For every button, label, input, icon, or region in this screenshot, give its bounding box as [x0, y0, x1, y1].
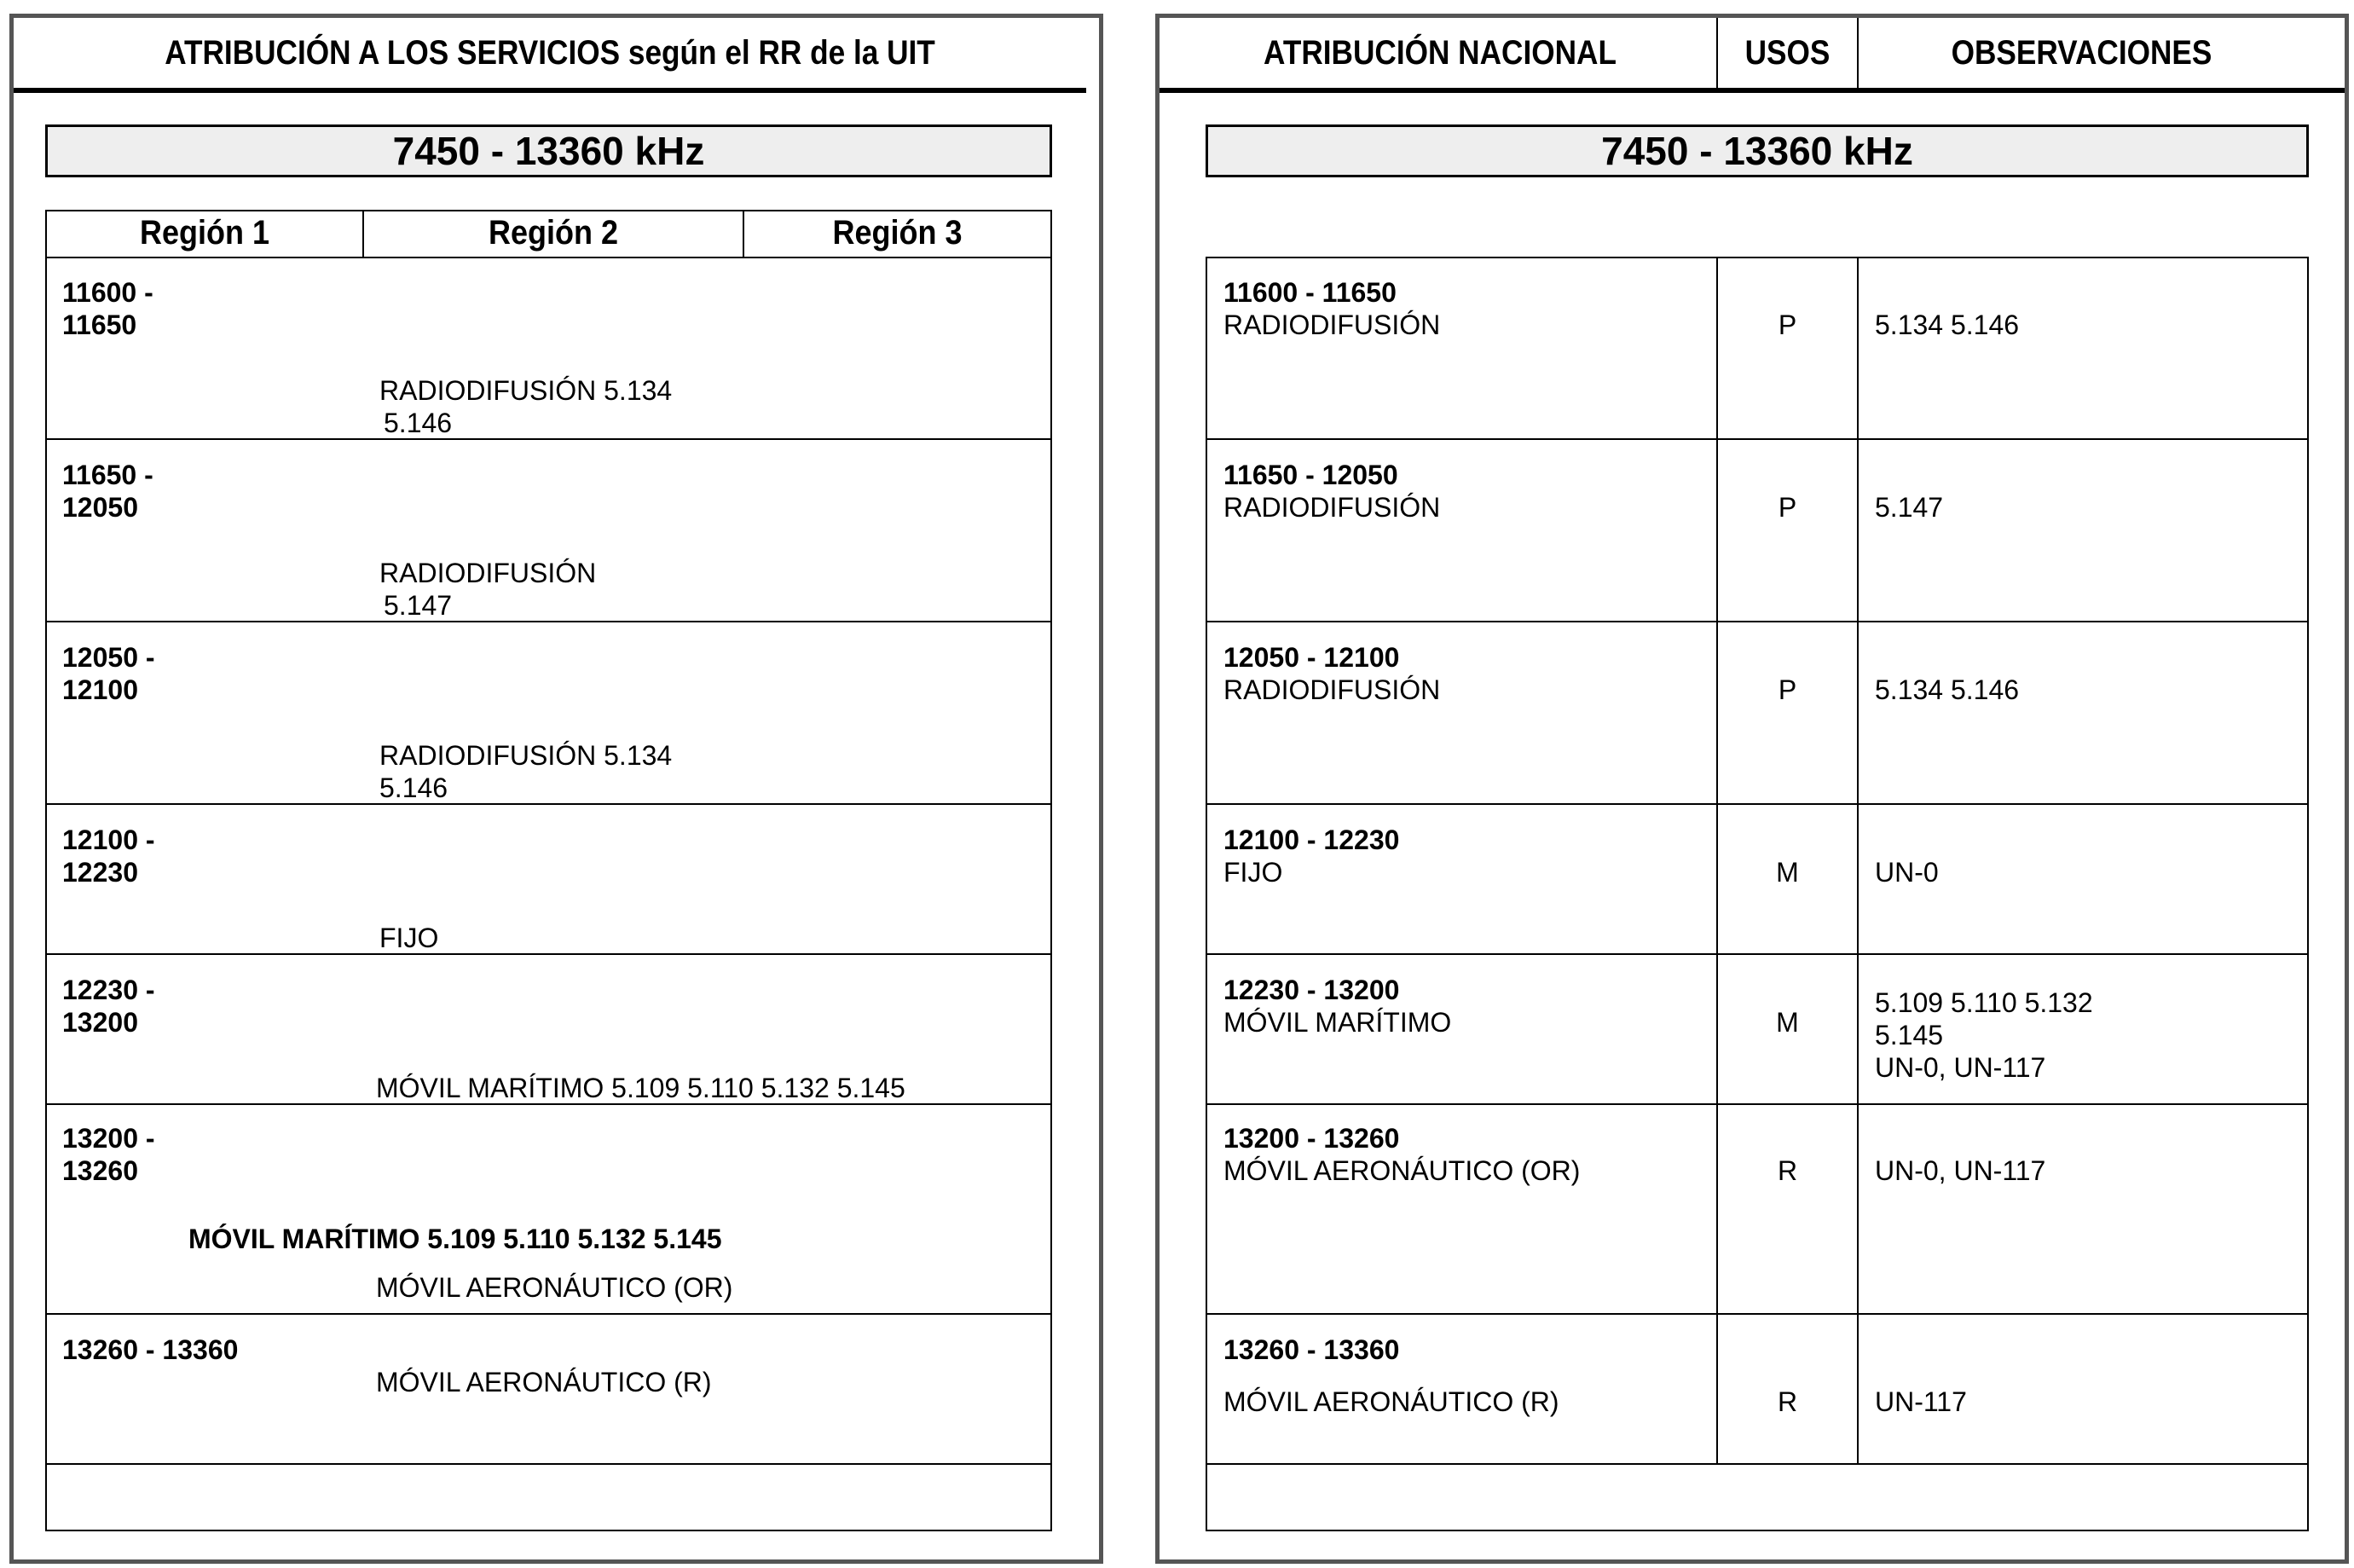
- national-service: RADIODIFUSIÓN: [1223, 310, 1441, 340]
- uso-code: P: [1778, 492, 1797, 523]
- freq-start: 12100 -: [62, 825, 155, 855]
- region-col-divider: [362, 210, 364, 257]
- freq-start: 11600 -: [62, 277, 153, 308]
- service-text-secondary: MÓVIL AERONÁUTICO (OR): [376, 1272, 733, 1303]
- national-service: FIJO: [1223, 857, 1283, 888]
- row-divider: [45, 1463, 1052, 1465]
- row-divider: [1206, 438, 2309, 440]
- observation: UN-117: [1875, 1386, 1967, 1417]
- observaciones-header: OBSERVACIONES: [1951, 33, 2212, 72]
- freq-start: 13200 -: [62, 1123, 155, 1154]
- national-freq: 13200 - 13260: [1223, 1123, 1400, 1154]
- row-divider: [1206, 1463, 2309, 1465]
- itu-range-box: 7450 - 13360 kHz: [45, 124, 1052, 177]
- national-service: MÓVIL AERONÁUTICO (OR): [1223, 1155, 1581, 1186]
- national-freq: 12050 - 12100: [1223, 642, 1400, 673]
- row-divider: [45, 1313, 1052, 1315]
- region-col-divider: [743, 210, 744, 257]
- observation: UN-0, UN-117: [1875, 1155, 2046, 1186]
- region-3-header: Región 3: [832, 214, 963, 252]
- national-header-divider: [1160, 88, 2345, 93]
- national-service: MÓVIL MARÍTIMO: [1223, 1007, 1452, 1038]
- row-divider: [45, 953, 1052, 955]
- national-freq: 12100 - 12230: [1223, 825, 1400, 855]
- service-text-note: 5.146: [379, 772, 448, 803]
- service-text-primary: MÓVIL MARÍTIMO 5.109 5.110 5.132 5.145: [188, 1224, 722, 1254]
- national-service: MÓVIL AERONÁUTICO (R): [1223, 1386, 1559, 1417]
- uso-code: P: [1778, 310, 1797, 340]
- observation: 5.134 5.146: [1875, 310, 2020, 340]
- observation: 5.109 5.110 5.132: [1875, 987, 2093, 1018]
- row-divider: [1206, 803, 2309, 805]
- national-header: ATRIBUCIÓN NACIONAL: [1264, 33, 1617, 72]
- row-divider: [1206, 1103, 2309, 1105]
- service-text: MÓVIL AERONÁUTICO (R): [376, 1367, 712, 1397]
- observation: 5.134 5.146: [1875, 674, 2020, 705]
- freq-start: 11650 -: [62, 460, 153, 490]
- usos-header: USOS: [1744, 33, 1831, 72]
- row-divider: [45, 621, 1052, 622]
- service-text-note: 5.146: [384, 408, 453, 438]
- row-divider: [1206, 953, 2309, 955]
- national-freq: 12230 - 13200: [1223, 975, 1400, 1005]
- itu-header-divider: [14, 88, 1086, 93]
- observation: 5.145: [1875, 1020, 1944, 1050]
- observation: 5.147: [1875, 492, 1944, 523]
- service-text: RADIODIFUSIÓN 5.134: [379, 375, 673, 406]
- freq-start: 12050 -: [62, 642, 155, 673]
- row-divider: [1206, 621, 2309, 622]
- row-divider: [1206, 1313, 2309, 1315]
- freq-end: 12100: [62, 674, 138, 705]
- freq-range: 13260 - 13360: [62, 1334, 239, 1365]
- row-divider: [45, 803, 1052, 805]
- national-service: RADIODIFUSIÓN: [1223, 492, 1441, 523]
- observation: UN-0: [1875, 857, 1939, 888]
- national-service: RADIODIFUSIÓN: [1223, 674, 1441, 705]
- header-col-divider: [1857, 18, 1859, 88]
- uso-code: P: [1778, 674, 1797, 705]
- national-freq: 11600 - 11650: [1223, 277, 1397, 308]
- service-text: RADIODIFUSIÓN 5.134: [379, 740, 673, 771]
- freq-end: 13200: [62, 1007, 138, 1038]
- freq-end: 11650: [62, 310, 137, 340]
- uso-code: R: [1777, 1386, 1798, 1417]
- row-divider: [45, 438, 1052, 440]
- national-range-box: 7450 - 13360 kHz: [1206, 124, 2309, 177]
- service-text-note: 5.147: [384, 590, 453, 621]
- region-header-divider: [45, 257, 1052, 258]
- freq-end: 12230: [62, 857, 138, 888]
- observation: UN-0, UN-117: [1875, 1052, 2046, 1083]
- uso-code: R: [1777, 1155, 1798, 1186]
- service-text: RADIODIFUSIÓN: [379, 558, 597, 588]
- uso-code: M: [1776, 1007, 1799, 1038]
- region-1-header: Región 1: [139, 214, 270, 252]
- freq-end: 13260: [62, 1155, 138, 1186]
- freq-end: 12050: [62, 492, 138, 523]
- service-text: FIJO: [379, 923, 439, 953]
- national-freq: 11650 - 12050: [1223, 460, 1398, 490]
- header-col-divider: [1716, 18, 1718, 88]
- freq-start: 12230 -: [62, 975, 155, 1005]
- uso-code: M: [1776, 857, 1799, 888]
- itu-panel-title: ATRIBUCIÓN A LOS SERVICIOS según el RR de la UIT: [165, 33, 935, 72]
- region-2-header: Región 2: [488, 214, 619, 252]
- service-text: MÓVIL MARÍTIMO 5.109 5.110 5.132 5.145: [376, 1073, 905, 1103]
- national-freq: 13260 - 13360: [1223, 1334, 1400, 1365]
